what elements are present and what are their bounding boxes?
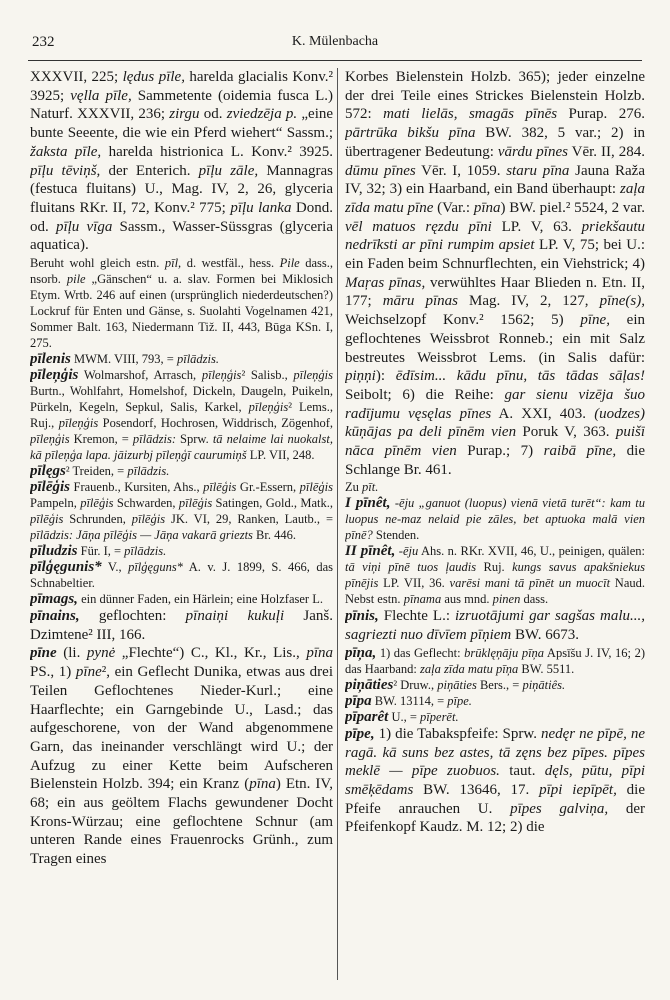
running-header — [26, 34, 644, 54]
dictionary-entry: pīparêt U., = pīperēt. — [345, 708, 459, 725]
column-divider — [337, 68, 338, 980]
dictionary-entry: pīlenis MWM. VIII, 793, = pīlādzis. — [30, 351, 219, 368]
dictionary-entry: pīnains, geflochten: pīnaiņi kukuļi Janš. Dzimtene² III, 166. — [30, 608, 333, 643]
dictionary-entry: pīlęgs² Treiden, = pīlādzis. — [30, 463, 170, 480]
dictionary-entry: pīpa BW. 13114, = pīpe. — [345, 692, 472, 709]
dictionary-entry: pīņa, 1) das Geflecht: brūklęņāju pīņa Apsīšu J. IV, 16; 2) das Haarband: zaļa zīda matu pīņa BW. 5511. — [345, 644, 645, 676]
dictionary-entry: pīludzis Für. I, = pīlādzis. — [30, 543, 167, 560]
dictionary-entry: II pīnêt, -ēju Ahs. n. RKr. XVII, 46, U., peinigen, quälen: tā viņi pīnē tuos ļaudis Ruj. kungs savus apakšniekus pīnējis LP. VII, 36. varēsi mani tā pīnēt un muocīt Naud. Nebst estn. pīnama aus mnd. pinen dass. — [345, 543, 645, 607]
page-number: 232 — [32, 34, 55, 50]
dictionary-entry: pīleņģis Wolmarshof, Arrasch, pīleņģis² Salisb., pīleņģis Burtn., Wohlfahrt, Homelshof, Dickeln, Daugeln, Puikeln, Pürkeln, Kegeln, Sepkul, Salis, Karkel, pīleņģis² Lems., Ruj., pīleņģis Posendorf, Hochrosen, Widdrisch, Zögenhof, pīleņģis Kremon, = pīlādzis: Sprw. tā nelaime lai nuokalst, kā pīleņģa lapa. jāizurbj pīleņģī caurumiņš LP. VII, 248. — [30, 367, 333, 463]
dictionary-entry: piņāties² Druw., piņāties Bers., = piņātiês. — [345, 676, 566, 693]
dictionary-entry: Korbes Bielenstein Holzb. 365); jeder einzelne der drei Teile eines Strickes Bielenstein Holzb. 572: mati lielās, smagās pīnēs Purap. 276. pārtrūka bikšu pīna BW. 382, 5 var.; 2) in übertragener Bedeutung: vārdu pīnes Vēr. II, 284. dūmu pīnes Vēr. I, 1059. staru pīna Jauna Raža IV, 32; 3) ein Haarband, ein Band überhaupt: zaļa zīda matu pīne (Var.: pīna) BW. piel.² 5524, 2 var. vēl matuos ręzdu pīni LP. V, 63. priekšautu nedrīksti ar pīni rumpim apsiet LP. V, 75; bei U.: ein Faden beim Schnurflechten, ein Viehstrick; 4) Maŗas pīnas, verwühltes Haar Blieden n. Etn. II, 177; māru pīnas Mag. IV, 2, 127, pīne(s), Weichselzopf Konv.² 1562; 5) pīne, ein geflochtenes Weissbrot Ronneb.; ein mit Salz bestreutes Weissbrot Lems. (in Salis dafür: piņņi): ēdīsim... kādu pīnu, tās tādas sāļas! Seibolt; 6) die Reihe: gar sienu vizēja šuo radījumu vęsęlas pīnes A. XXI, 403. (uodzes) kūņājas pa deli pīnēm vien Poruk V, 363. puišī nāca pīnēm vien Purap.; 7) raibā pīne, die Schlange Br. 461. — [345, 69, 645, 478]
dictionary-entry: Beruht wohl gleich estn. pīl, d. westfäl., hess. Pile dass., nsorb. pile „Gänschen“ u. a. slav. Formen bei Miklosich Etym. Wrtb. 246 auf einen (ursprünglich niederdeutschen?) Lockruf für Enten und Gänse, s. Suolahti Vogelnamen 421, Sommer Balt. 163, Niedermann Tiž. II, 443, Būga KSn. I, 275. — [30, 256, 333, 351]
dictionary-entry: pīnis, Flechte L.: izruotājumi gar sagšas malu..., sagriezti nuo dīvīem pīņiem BW. 6673. — [345, 608, 645, 644]
dictionary-entry: pīpe, 1) die Tabakspfeife: Sprw. nedęr ne pīpē, ne ragā. kā suns bez astes, tā zęns bez pīpes. pīpes meklē — pīpe zuobuos. taut. dęls, pūtu, pīpi smēķēdams BW. 13646, 17. pīpi iepīpēt, die Pfeife anrauchen U. pīpes galviņa, der Pfeifenkopf Kaudz. M. 12; 2) die — [345, 725, 645, 836]
dictionary-entry: XXXVII, 225; lędus pīle, harelda glacialis Konv.² 3925; vęlla pīle, Sammetente (oidemia fusca L.) Naturf. XXXVII, 236; zirgu od. zviedzēja p. „eine bunte Seeente, die wie ein Pferd wiehert“ Sassm.; žaksta pīle, harelda histrionica L. Konv.² 3925. pīļu tēviņš, der Enterich. pīļu zāle, Mannagras (festuca fluitans) U., Mag. IV, 2, 26, glyceria fluitans RKr. II, 72, Konv.² 775; pīļu lanka Dond. od. pīļu vīga Sassm., Wasser-Süssgras (glyceria aquatica). — [30, 69, 333, 254]
dictionary-entry: pīlģęgunis* V., pīlģęguns* A. v. J. 1899, S. 466, das Schnabeltier. — [30, 559, 333, 591]
left-column — [30, 68, 333, 990]
dictionary-entry: pīlēģis Frauenb., Kursiten, Ahs., pīlēģis Gr.-Essern, pīlēģis Pampeln, pīlēģis Schwarden, pīlēģis Satingen, Gold., Matk., pīlēģis Schrunden, pīlēģis JK. VI, 29, Ranken, Lautb., = pīlādzis: Jāņa pīlēģis — Jāņa vakarā griezts Br. 446. — [30, 479, 333, 543]
running-title: K. Mülenbacha — [291, 34, 379, 49]
right-column — [345, 68, 645, 990]
header-rule — [28, 60, 642, 61]
dictionary-entry: pīmags, ein dünner Faden, ein Härlein; eine Holzfaser L. — [30, 591, 323, 608]
dictionary-entry: I pīnêt, -ēju „ganuot (luopus) vienā vietā turēt“: kam tu luopus ne-maz nelaid pie zāles, bet aptuoka malā vien pīnē? Stenden. — [345, 495, 645, 543]
dictionary-entry: pīne (li. pynė „Flechte“) C., Kl., Kr., Lis., pīna PS., 1) pīne², ein Geflecht Dunika, etwas aus drei Teilen Geflochtenes Nieder-Kurl.; eine Haarflechte; ein Garngebinde U., Lasd.; das aufgeschorene, von der Wand abgenommene Garn, das ineinander verschlängt wird U.; der Aufzug zu einer Kette beim Aufscheren Bielenstein Holzb. 394; ein Kranz (pīna) Etn. IV, 68; ein aus geöltem Flachs gewundener Docht Krons-Würzau; eine geflochtene Schnur (am unteren Rande eines Frauenrocks Grünh., zum Tragen eines — [30, 645, 333, 868]
dictionary-entry: Zu pīt. — [345, 480, 379, 495]
